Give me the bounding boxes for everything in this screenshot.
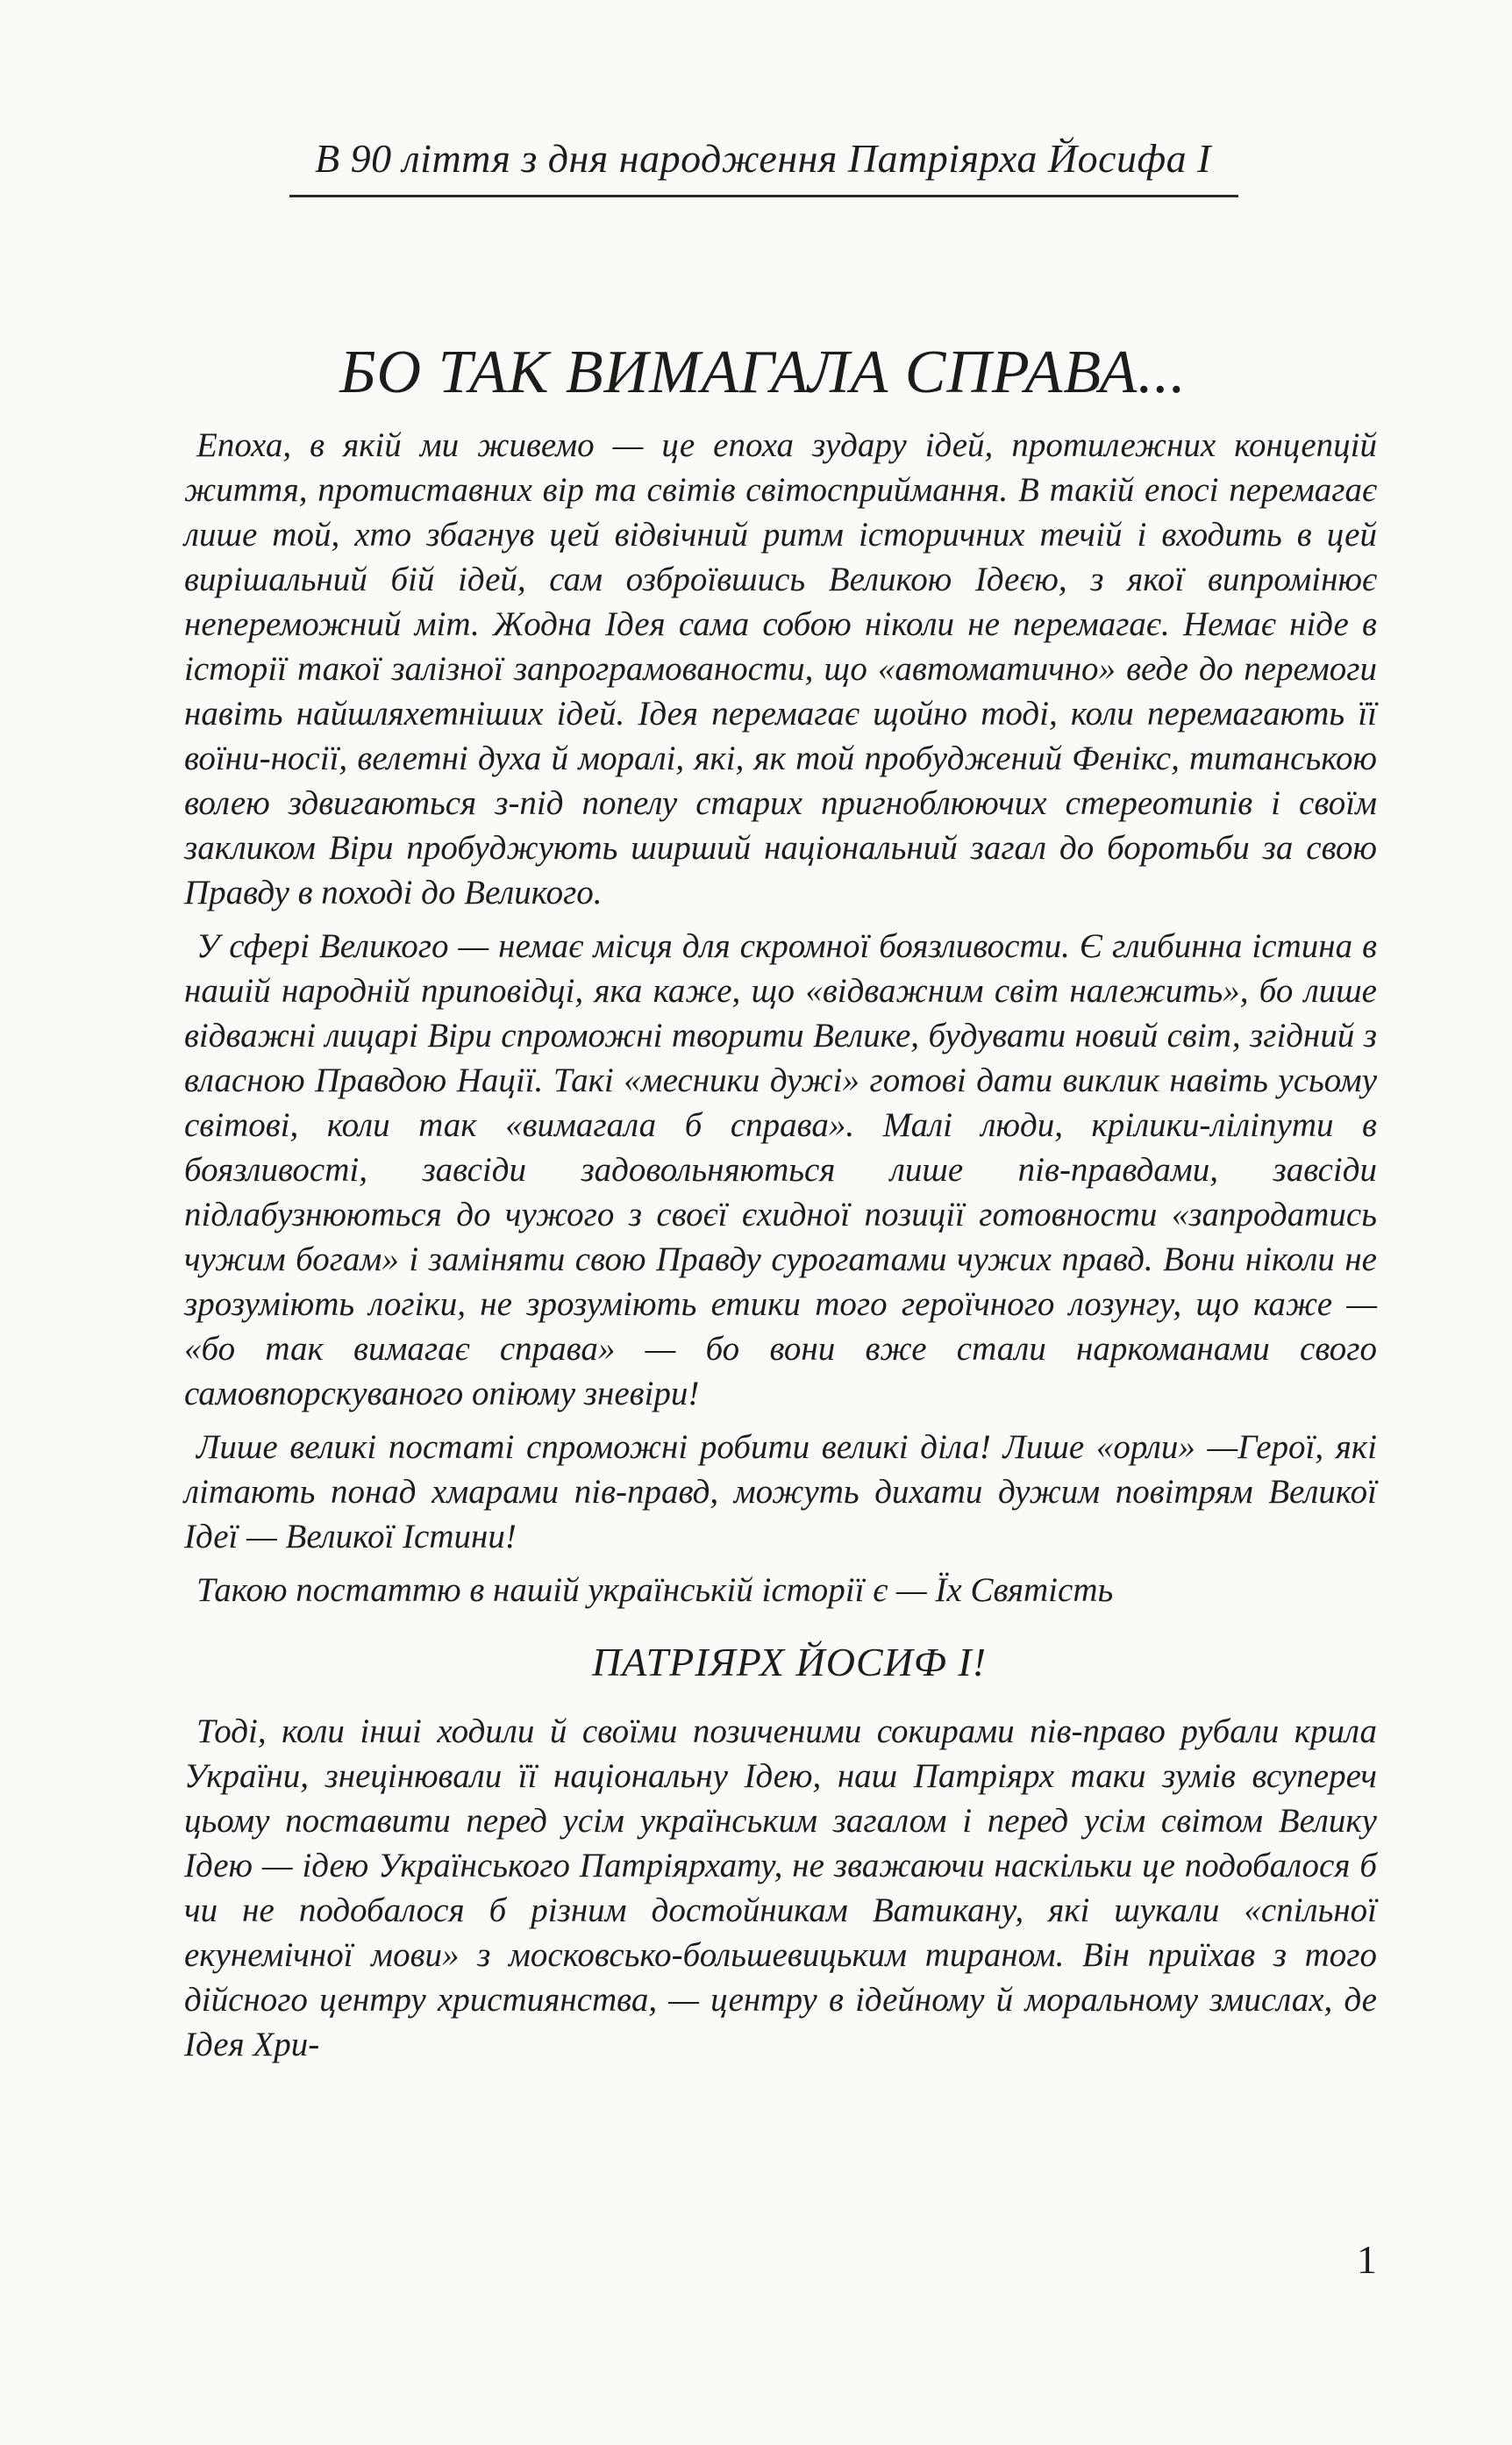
article-body: [184, 423, 1377, 2067]
section-subheading: ПАТРІЯРХ ЙОСИФ І!: [591, 1640, 988, 1684]
paragraph: Тоді, коли інші ходили й своїми позиченими сокирами пів-право рубали крила України, знецінювали її національну Ідею, наш Патріярх таки зумів всупереч цьому поставити перед усім українським загалом і перед усім світом Велику Ідею — ідею Українського Патріярхату, не зважаючи наскільки це подобалося б чи не подобалося б різним достойникам Ватикану, які шукали «спільної екунемічної мови» з московсько-большевицьким тираном. Він приїхав з того дійсного центру християнства, — центру в ідейному й моральному змислах, де Ідея Хри-: [184, 1712, 1377, 2063]
paragraph: Лише великі постаті спроможні робити великі діла! Лише «орли» —Герої, які літають понад хмарами пів-правд, можуть дихати дужим повітрям Великої Ідеї — Великої Істини!: [184, 1428, 1377, 1555]
header-rule: [289, 195, 1238, 197]
paragraph: Такою постаттю в нашій українській історії є — Їх Святість: [196, 1571, 1114, 1609]
article-title: БО ТАК ВИМАГАЛА СПРАВА...: [339, 339, 1187, 406]
paragraph: У сфері Великого — немає місця для скромної боязливости. Є глибинна істина в нашій народній приповідці, яка каже, що «відважним світ належить», бо лише відважні лицарі Віри спроможні творити Велике, будувати новий світ, згідний з власною Правдою Нації. Такі «месники дужі» готові дати виклик навіть усьому світові, коли так «вимагала б справа». Малі люди, крілики-ліліпути в боязливості, завсіди задовольняються лише пів-правдами, завсіди підлабузнюються до чужого з своєї єхидної позиції готовности «запродатись чужим богам» і заміняти свою Правду сурогатами чужих правд. Вони ніколи не зрозуміють логіки, не зрозуміють етики того героїчного лозунгу, що каже — «бо так вимагає справа» — бо вони вже стали наркоманами свого самовпорскуваного опіюму зневіри!: [184, 927, 1377, 1412]
paragraph: Епоха, в якій ми живемо — це епоха зудару ідей, протилежних концепцій життя, протиставних вір та світів світосприймання. В такій епосі перемагає лише той, хто збагнув цей відвічний ритм історичних течій і входить в цей вирішальний бій ідей, сам озброївшись Великою Ідеєю, з якої випромінює непереможний міт. Жодна Ідея сама собою ніколи не перемагає. Немає ніде в історії такої залізної запрограмованости, що «автоматично» веде до перемоги навіть найшляхетніших ідей. Ідея перемагає щойно тоді, коли перемагають її воїни-носії, велетні духа й моралі, які, як той пробуджений Фенікс, титанською волею здвигаються з-під попелу старих пригноблюючих стереотипів і своїм закликом Віри пробуджують ширший національний загал до боротьби за свою Правду в поході до Великого.: [184, 426, 1377, 912]
running-header: В 90 ліття з дня народження Патріярха Йосифа І: [315, 136, 1211, 181]
page-number: 1: [1357, 2237, 1377, 2282]
